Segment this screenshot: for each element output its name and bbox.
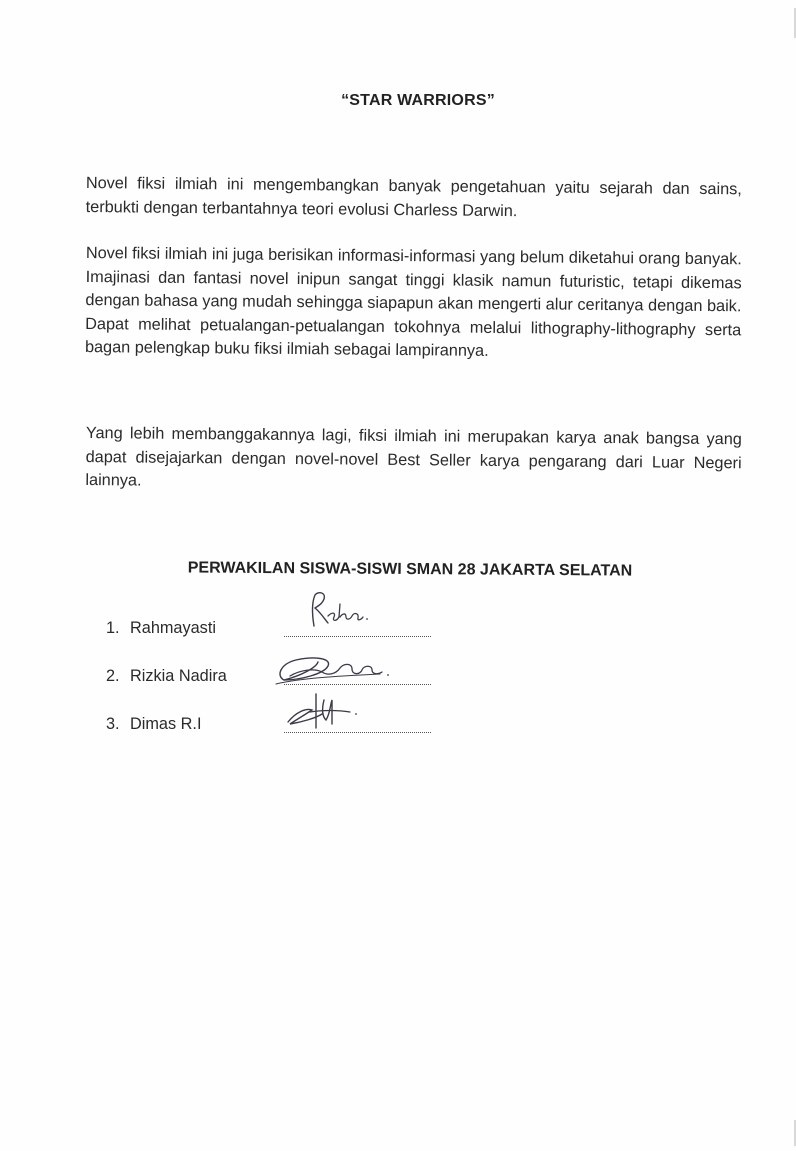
paragraph-3: Yang lebih membanggakannya lagi, fiksi ilmiah ini merupakan karya anak bangsa yang dapat disejajarkan dengan novel-novel Best Seller karya pengarang dari Luar Negeri lainnya.: [85, 423, 742, 490]
signer-row: [106, 715, 201, 734]
signature-rizkia-nadira: [270, 650, 395, 690]
signer-number: 3.: [106, 715, 120, 733]
signature-rahmayasti: [306, 590, 376, 632]
signer-number: 2.: [106, 667, 120, 685]
representatives-heading: PERWAKILAN SISWA-SISWI SMAN 28 JAKARTA SELATAN: [187, 559, 633, 580]
signer-number: 1.: [106, 619, 120, 637]
paragraph-1: Novel fiksi ilmiah ini mengembangkan banyak pengetahuan yaitu sejarah dan sains, terbukti dengan terbantahnya teori evolusi Charless Darwin.: [85, 173, 742, 220]
signer-row: [106, 667, 227, 686]
signer-name: Dimas R.I: [130, 715, 202, 733]
document-title: “STAR WARRIORS”: [341, 92, 495, 109]
signer-name: Rahmayasti: [130, 619, 216, 637]
signature-line: [284, 636, 431, 637]
signer-row: [106, 619, 216, 638]
signature-dimas-ri: [282, 690, 362, 734]
signer-name: Rizkia Nadira: [130, 667, 227, 685]
paragraph-2: Novel fiksi ilmiah ini juga berisikan informasi-informasi yang belum diketahui orang banyak. Imajinasi dan fantasi novel inipun sangat tinggi klasik namun futuristic, tetapi dikemas dengan bahasa yang mudah sehingga siapapun akan mengerti alur ceritanya dengan baik. Dapat melihat petualangan-petualangan tokohnya melalui lithography-lithography serta bagan pelengkap buku fiksi ilmiah sebagai lampirannya.: [84, 243, 742, 361]
